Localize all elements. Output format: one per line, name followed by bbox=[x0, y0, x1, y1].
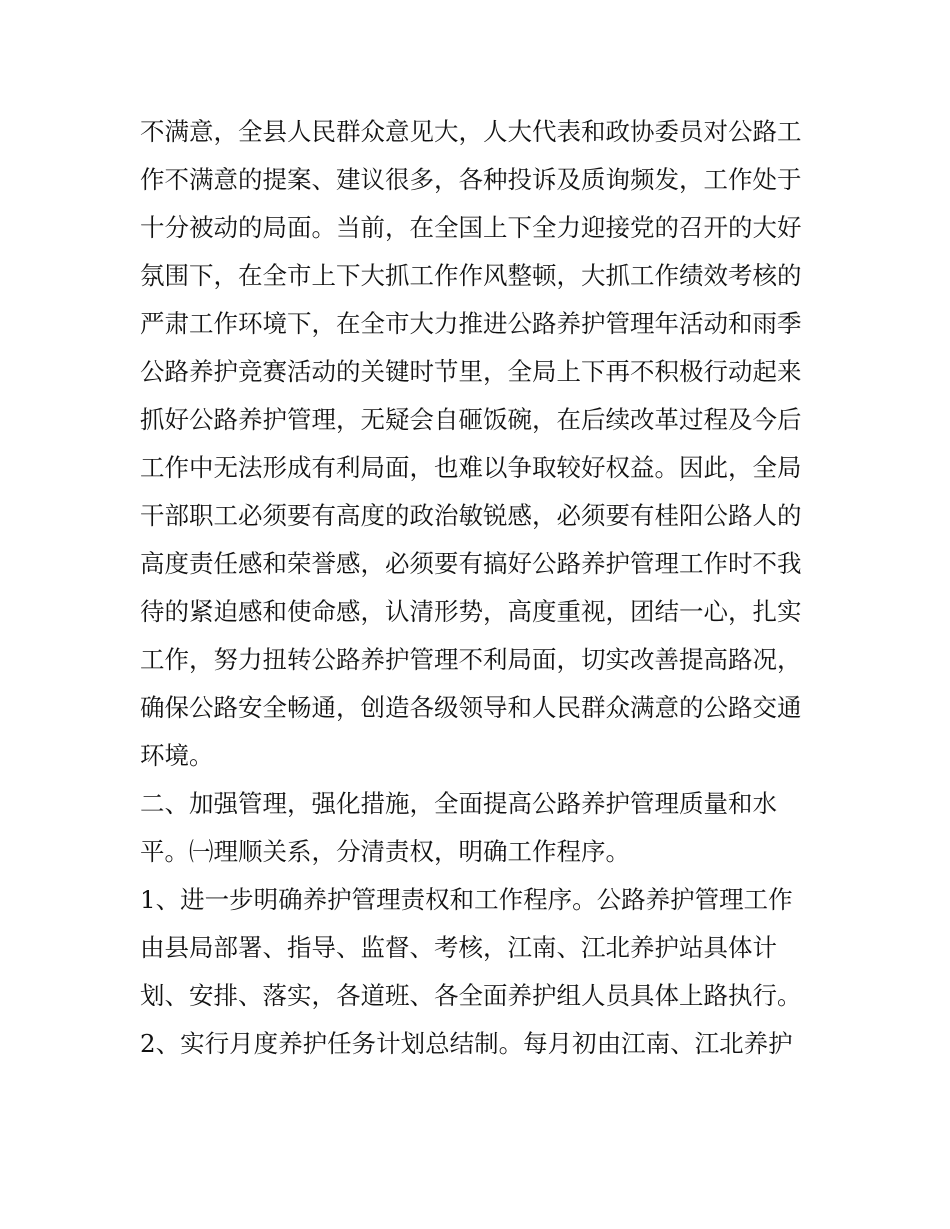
text-line: 作不满意的提案、建议很多，各种投诉及质询频发，工作处于 bbox=[140, 165, 802, 194]
text-line: 十分被动的局面。当前，在全国上下全力迎接党的召开的大好 bbox=[140, 213, 802, 242]
text-line: 1、进一步明确养护管理责权和工作程序。公路养护管理工作 bbox=[140, 885, 793, 914]
paragraph-continuation bbox=[140, 108, 820, 780]
text-line: 平。㈠理顺关系，分清责权，明确工作程序。 bbox=[140, 837, 630, 866]
text-line: 抓好公路养护管理，无疑会自砸饭碗，在后续改革过程及今后 bbox=[140, 405, 802, 434]
text-line: 公路养护竞赛活动的关键时节里，全局上下再不积极行动起来 bbox=[140, 357, 802, 386]
text-line: 确保公路安全畅通，创造各级领导和人民群众满意的公路交通 bbox=[140, 693, 802, 722]
text-line: 2、实行月度养护任务计划总结制。每月初由江南、江北养护 bbox=[140, 1029, 793, 1058]
text-line: 划、安排、落实，各道班、各全面养护组人员具体上路执行。 bbox=[140, 981, 802, 1010]
text-line: 环境。 bbox=[140, 741, 214, 770]
text-line: 高度责任感和荣誉感，必须要有搞好公路养护管理工作时不我 bbox=[140, 549, 802, 578]
text-line: 工作，努力扭转公路养护管理不利局面，切实改善提高路况， bbox=[140, 645, 802, 674]
text-line: 由县局部署、指导、监督、考核，江南、江北养护站具体计 bbox=[140, 933, 777, 962]
text-line: 氛围下，在全市上下大抓工作作风整顿，大抓工作绩效考核的 bbox=[140, 261, 802, 290]
section-heading-2 bbox=[140, 780, 820, 876]
document-body bbox=[140, 108, 820, 1068]
text-line: 待的紧迫感和使命感，认清形势，高度重视，团结一心，扎实 bbox=[140, 597, 802, 626]
list-item-1 bbox=[140, 876, 820, 1020]
text-line: 工作中无法形成有利局面，也难以争取较好权益。因此，全局 bbox=[140, 453, 802, 482]
text-line: 干部职工必须要有高度的政治敏锐感，必须要有桂阳公路人的 bbox=[140, 501, 802, 530]
text-line: 不满意，全县人民群众意见大，人大代表和政协委员对公路工 bbox=[140, 117, 802, 146]
list-item-2 bbox=[140, 1020, 820, 1068]
text-line: 严肃工作环境下，在全市大力推进公路养护管理年活动和雨季 bbox=[140, 309, 802, 338]
text-line: 二、加强管理，强化措施，全面提高公路养护管理质量和水 bbox=[140, 789, 777, 818]
